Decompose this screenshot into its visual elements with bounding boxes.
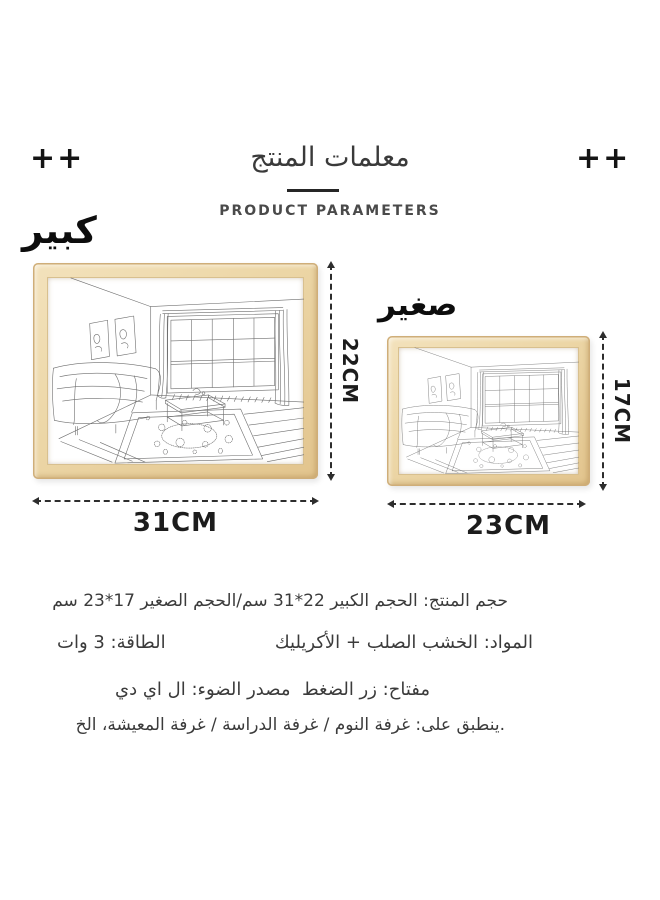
large-photo-frame	[33, 263, 318, 479]
large-size-label: كبير	[22, 209, 97, 252]
small-frame-height-label: 17CM	[610, 377, 634, 445]
title-underline	[287, 189, 339, 192]
spec-applicable-rooms: .ينطبق على: غرفة النوم / غرفة الدراسة / غرفة المعيشة، الخ	[75, 715, 505, 735]
decorative-plus-right: ++	[576, 141, 631, 176]
spec-product-size: حجم المنتج: الحجم الكبير 22*31 سم/الحجم الصغير 17*23 سم	[52, 591, 508, 611]
dashed-line	[390, 503, 583, 505]
decorative-plus-left: ++	[30, 141, 85, 176]
arrow-down-icon	[327, 474, 335, 481]
room-line-art	[398, 347, 579, 475]
large-frame-width-label: 31CM	[132, 508, 219, 538]
large-frame-height-label: 22CM	[338, 337, 362, 405]
arrow-right-icon	[579, 500, 586, 508]
arrow-left-icon	[32, 497, 39, 505]
dashed-line	[35, 500, 316, 502]
room-line-art	[47, 277, 304, 465]
spec-light-source: مصدر الضوء: ال اي دي	[115, 679, 291, 700]
small-photo-frame	[387, 336, 590, 486]
small-frame-width-dimension	[388, 496, 585, 542]
arrow-right-icon	[312, 497, 319, 505]
large-frame-height-dimension	[322, 262, 364, 480]
spec-power: الطاقة: 3 وات	[57, 632, 166, 653]
small-frame-height-dimension	[594, 332, 636, 490]
large-frame-artwork	[47, 277, 304, 465]
arrow-left-icon	[387, 500, 394, 508]
small-frame-width-label: 23CM	[465, 511, 552, 541]
small-frame-artwork	[398, 347, 579, 475]
large-frame-width-dimension	[33, 493, 318, 539]
spec-switch: مفتاح: زر الضغط	[301, 679, 430, 700]
dashed-line	[330, 264, 332, 478]
small-size-label: صغير	[378, 287, 458, 323]
page-title-english: PRODUCT PARAMETERS	[219, 203, 441, 219]
arrow-down-icon	[599, 484, 607, 491]
arrow-up-icon	[599, 331, 607, 338]
page-title-arabic: معلمات المنتج	[250, 142, 410, 173]
arrow-up-icon	[327, 261, 335, 268]
spec-materials: المواد: الخشب الصلب + الأكريليك	[274, 632, 533, 653]
dashed-line	[602, 334, 604, 488]
